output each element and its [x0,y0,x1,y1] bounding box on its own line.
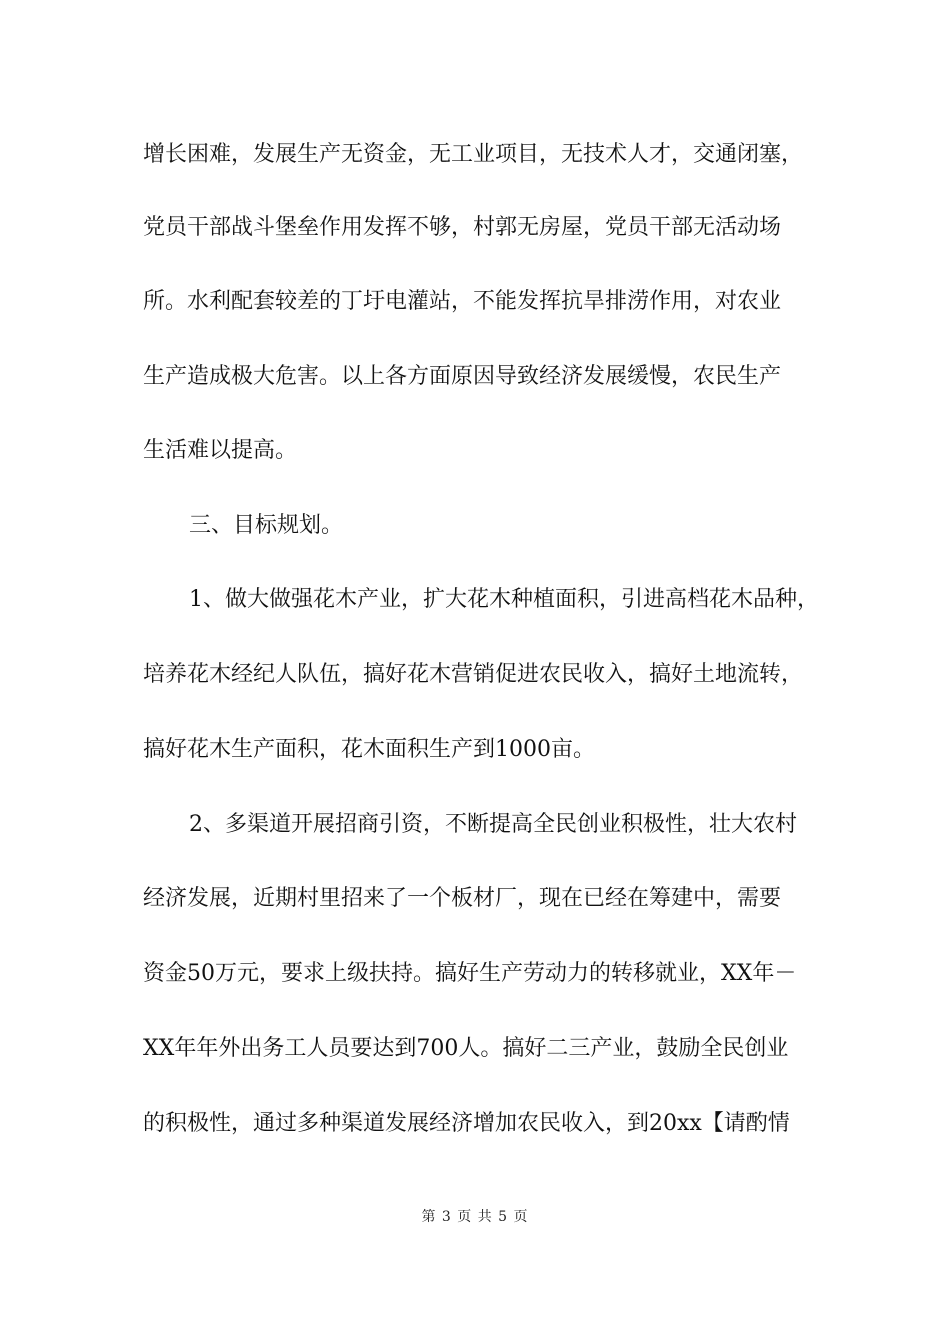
body-line-14: 的积极性，通过多种渠道发展经济增加农民收入，到20xx【请酌情 [143,1111,790,1136]
section-heading: 三、目标规划。 [189,513,344,538]
body-line-4: 生产造成极大危害。以上各方面原因导致经济发展缓慢，农民生产 [143,364,782,389]
body-line-8: 培养花木经纪人队伍，搞好花木营销促进农民收入，搞好土地流转， [143,662,804,687]
body-line-12: 资金50万元，要求上级扶持。搞好生产劳动力的转移就业，XX年－ [143,961,797,986]
body-line-13: XX年年外出务工人员要达到700人。搞好二三产业，鼓励全民创业 [143,1036,789,1061]
body-line-11: 经济发展，近期村里招来了一个板材厂，现在已经在筹建中，需要 [143,886,782,911]
body-line-7: 1、做大做强花木产业，扩大花木种植面积，引进高档花木品种， [189,587,819,612]
page-number-footer: 第 3 页 共 5 页 [421,1209,529,1225]
body-line-10: 2、多渠道开展招商引资，不断提高全民创业积极性，壮大农村 [189,812,797,837]
body-line-5: 生活难以提高。 [143,438,298,463]
body-line-1: 增长困难，发展生产无资金，无工业项目，无技术人才，交通闭塞， [143,142,804,167]
body-line-2: 党员干部战斗堡垒作用发挥不够，村郭无房屋，党员干部无活动场 [143,215,782,240]
body-line-9: 搞好花木生产面积，花木面积生产到1000亩。 [143,737,595,762]
body-line-3: 所。水利配套较差的丁圩电灌站，不能发挥抗旱排涝作用，对农业 [143,289,782,314]
